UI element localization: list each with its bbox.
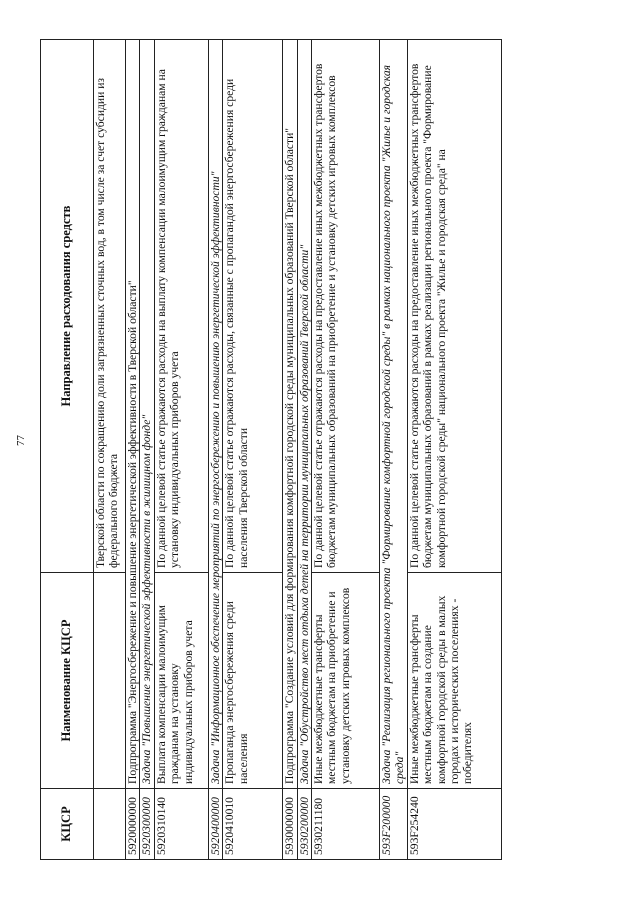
header-direction: Направление расходования средств [41, 40, 94, 573]
direction-cell: По данной целевой статье отражаются расходы на предоставление иных межбюджетных трансфертов бюджетам муниципальных образований в рамках реализации регионального проекта "Формирование комфортной городской среды" национального проекта "Жилье и городская среда" на [407, 40, 501, 573]
code-cell: 5920410010 [223, 789, 283, 860]
name-cell: Выплата компенсации малоимущим гражданам на установку индивидуальных приборов учета [154, 573, 208, 789]
direction-cell: По данной целевой статье отражаются расходы на предоставление иных межбюджетных трансфертов бюджетам муниципальных образований на приобретение и установку детских игровых комплексов [312, 40, 380, 573]
table-header-row [41, 40, 94, 860]
code-cell: 5930200000 [297, 789, 311, 860]
table-row [208, 40, 222, 860]
table-row [154, 40, 208, 860]
task-cell: Задача "Информационное обеспечение мероприятий по энергосбережению и повышению энергетической эффективности" [208, 40, 222, 789]
code-cell [94, 789, 126, 860]
code-cell: 5920000000 [126, 789, 140, 860]
direction-cell: Тверской области по сокращению доли загрязненных сточных вод, в том числе за счет субсидии из федерального бюджета [94, 40, 126, 573]
table-row [312, 40, 380, 860]
code-cell: 593F200000 [380, 789, 408, 860]
name-cell: Пропаганда энергосбережения среди населения [223, 573, 283, 789]
code-cell: 5930000000 [283, 789, 297, 860]
program-cell: Подпрограмма "Энергосбережение и повышение энергетической эффективности в Тверской области" [126, 40, 140, 789]
table-row [223, 40, 283, 860]
direction-cell: По данной целевой статье отражаются расходы на выплату компенсации малоимущим гражданам на установку индивидуальных приборов учета [154, 40, 208, 573]
name-cell: Иные межбюджетные трансферты местным бюджетам на создание комфортной городской среды в малых городах и исторических поселениях - победителях [407, 573, 501, 789]
program-cell: Подпрограмма "Создание условий для формирования комфортной городской среды муниципальных образований Тверской области" [283, 40, 297, 789]
table-row [140, 40, 154, 860]
table-row [94, 40, 126, 860]
task-cell: Задача "Реализация регионального проекта "Формирование комфортной городской среды" в рамках национального проекта "Жилье и городская среда" [380, 40, 408, 789]
page-number: 77 [15, 435, 27, 446]
code-cell: 5920300000 [140, 789, 154, 860]
table-row [283, 40, 297, 860]
table-row [126, 40, 140, 860]
task-cell: Задача "Повышение энергетической эффективности в жилищном фонде" [140, 40, 154, 789]
task-cell: Задача "Обустройство мест отдыха детей на территории муниципальных образований Тверской области" [297, 40, 311, 789]
header-code: КЦСР [41, 789, 94, 860]
table-row [297, 40, 311, 860]
budget-classification-table [40, 39, 502, 860]
name-cell: Иные межбюджетные трансферты местным бюджетам на приобретение и установку детских игровых комплексов [312, 573, 380, 789]
code-cell: 593F254240 [407, 789, 501, 860]
direction-cell: По данной целевой статье отражаются расходы, связанные с пропагандой энергосбережения среди населения Тверской области [223, 40, 283, 573]
code-cell: 5930211180 [312, 789, 380, 860]
code-cell: 5920400000 [208, 789, 222, 860]
table-row [407, 40, 501, 860]
code-cell: 5920310140 [154, 789, 208, 860]
rotated-page [40, 40, 580, 860]
table-row [380, 40, 408, 860]
header-name: Наименование КЦСР [41, 573, 94, 789]
name-cell [94, 573, 126, 789]
